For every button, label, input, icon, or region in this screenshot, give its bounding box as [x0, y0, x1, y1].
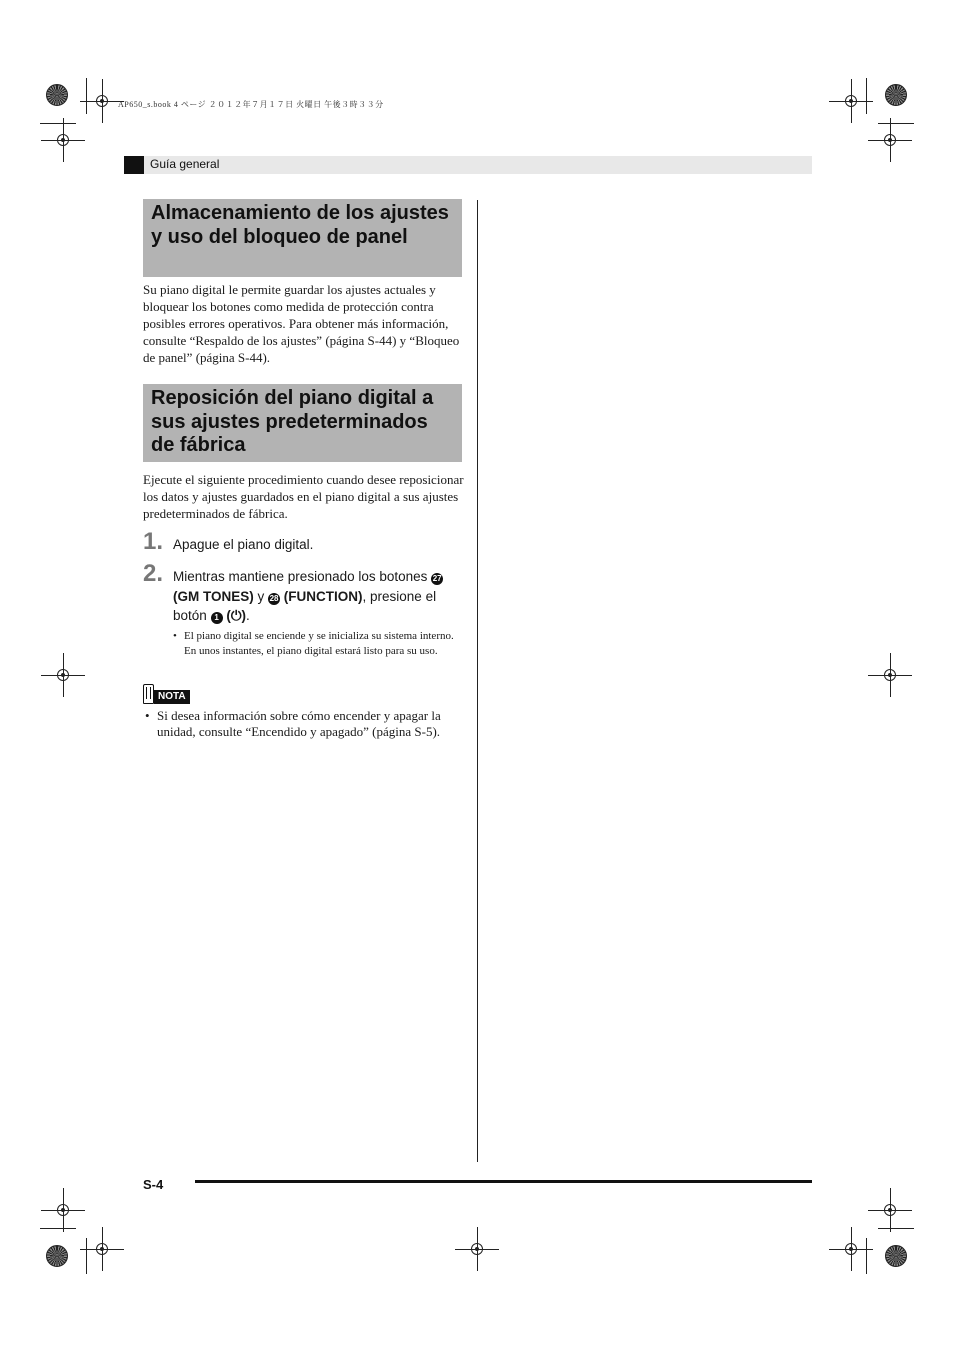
- button-number-1-icon: 1: [211, 612, 223, 624]
- page-number: S-4: [143, 1177, 164, 1192]
- section-heading-storage: Almacenamiento de los ajustes y uso del bloqueo de panel: [143, 199, 462, 277]
- trim-mark: [40, 123, 76, 124]
- column-divider: [477, 200, 478, 1162]
- footer-rule: [195, 1180, 812, 1183]
- trim-mark: [86, 1238, 87, 1274]
- running-header-block: [124, 156, 144, 174]
- section-heading-factory-reset: Reposición del piano digital a sus ajustes predeterminados de fábrica: [143, 384, 462, 462]
- button-label-gm-tones: (GM TONES): [173, 588, 254, 604]
- trim-mark: [40, 1228, 76, 1229]
- step-number-1: 1.: [143, 528, 164, 555]
- pencil-note-icon: [143, 684, 154, 704]
- button-label-function: (FUNCTION): [283, 588, 363, 604]
- trim-mark: [878, 1228, 914, 1229]
- step-2-text-start: Mientras mantiene presionado los botones: [173, 569, 428, 584]
- step-2-text-end: .: [246, 608, 250, 623]
- trim-mark: [878, 123, 914, 124]
- button-number-27-icon: 27: [432, 574, 442, 583]
- trim-mark: [866, 78, 867, 114]
- section-body-storage: Su piano digital le permite guardar los ajustes actuales y bloquear los botones como medida de protección contra posibles errores operativos. Para obtener más información, consulte “Respaldo de los ajustes” (página S-44) y “Bloqueo de panel” (página S-44).: [143, 282, 460, 365]
- button-number-28-icon: 28: [269, 593, 279, 603]
- registration-rosette-bottom-right: [885, 1245, 907, 1267]
- bullet-dot: •: [173, 630, 177, 642]
- step-2-result-bullet: [173, 629, 465, 658]
- step-number-2: 2.: [143, 560, 164, 587]
- step-2-conjunction: y: [257, 588, 265, 604]
- step-text-1: Apague el piano digital.: [173, 537, 314, 552]
- registration-rosette-bottom-left: [46, 1245, 68, 1267]
- print-slug: AP650_s.book 4 ページ ２０１２年７月１７日 火曜日 午後３時３３分: [118, 100, 384, 109]
- running-header-bar: [124, 156, 812, 174]
- section-intro-factory-reset: Ejecute el siguiente procedimiento cuando desee reposicionar los datos y ajustes guardados en el piano digital a sus ajustes predeterminados de fábrica.: [143, 472, 464, 521]
- note-item-text: Si desea información sobre cómo encender y apagar la unidad, consulte “Encendido y apagado” (página S-5).: [157, 708, 441, 739]
- note-item: [145, 708, 463, 739]
- step-2-text-middle: , presione el botón: [173, 588, 437, 623]
- trim-mark: [86, 78, 87, 114]
- bullet-dot: •: [145, 708, 150, 723]
- trim-mark: [866, 1238, 867, 1274]
- step-2-result-text: El piano digital se enciende y se inicializa su sistema interno. En unos instantes, el piano digital estará listo para su uso.: [184, 630, 454, 657]
- registration-rosette-top-left: [46, 84, 68, 106]
- note-badge: NOTA: [154, 690, 190, 704]
- step-text-2: [173, 567, 463, 626]
- button-label-power: (⏻): [226, 608, 246, 623]
- registration-rosette-top-right: [885, 84, 907, 106]
- running-header-label: Guía general: [150, 157, 220, 171]
